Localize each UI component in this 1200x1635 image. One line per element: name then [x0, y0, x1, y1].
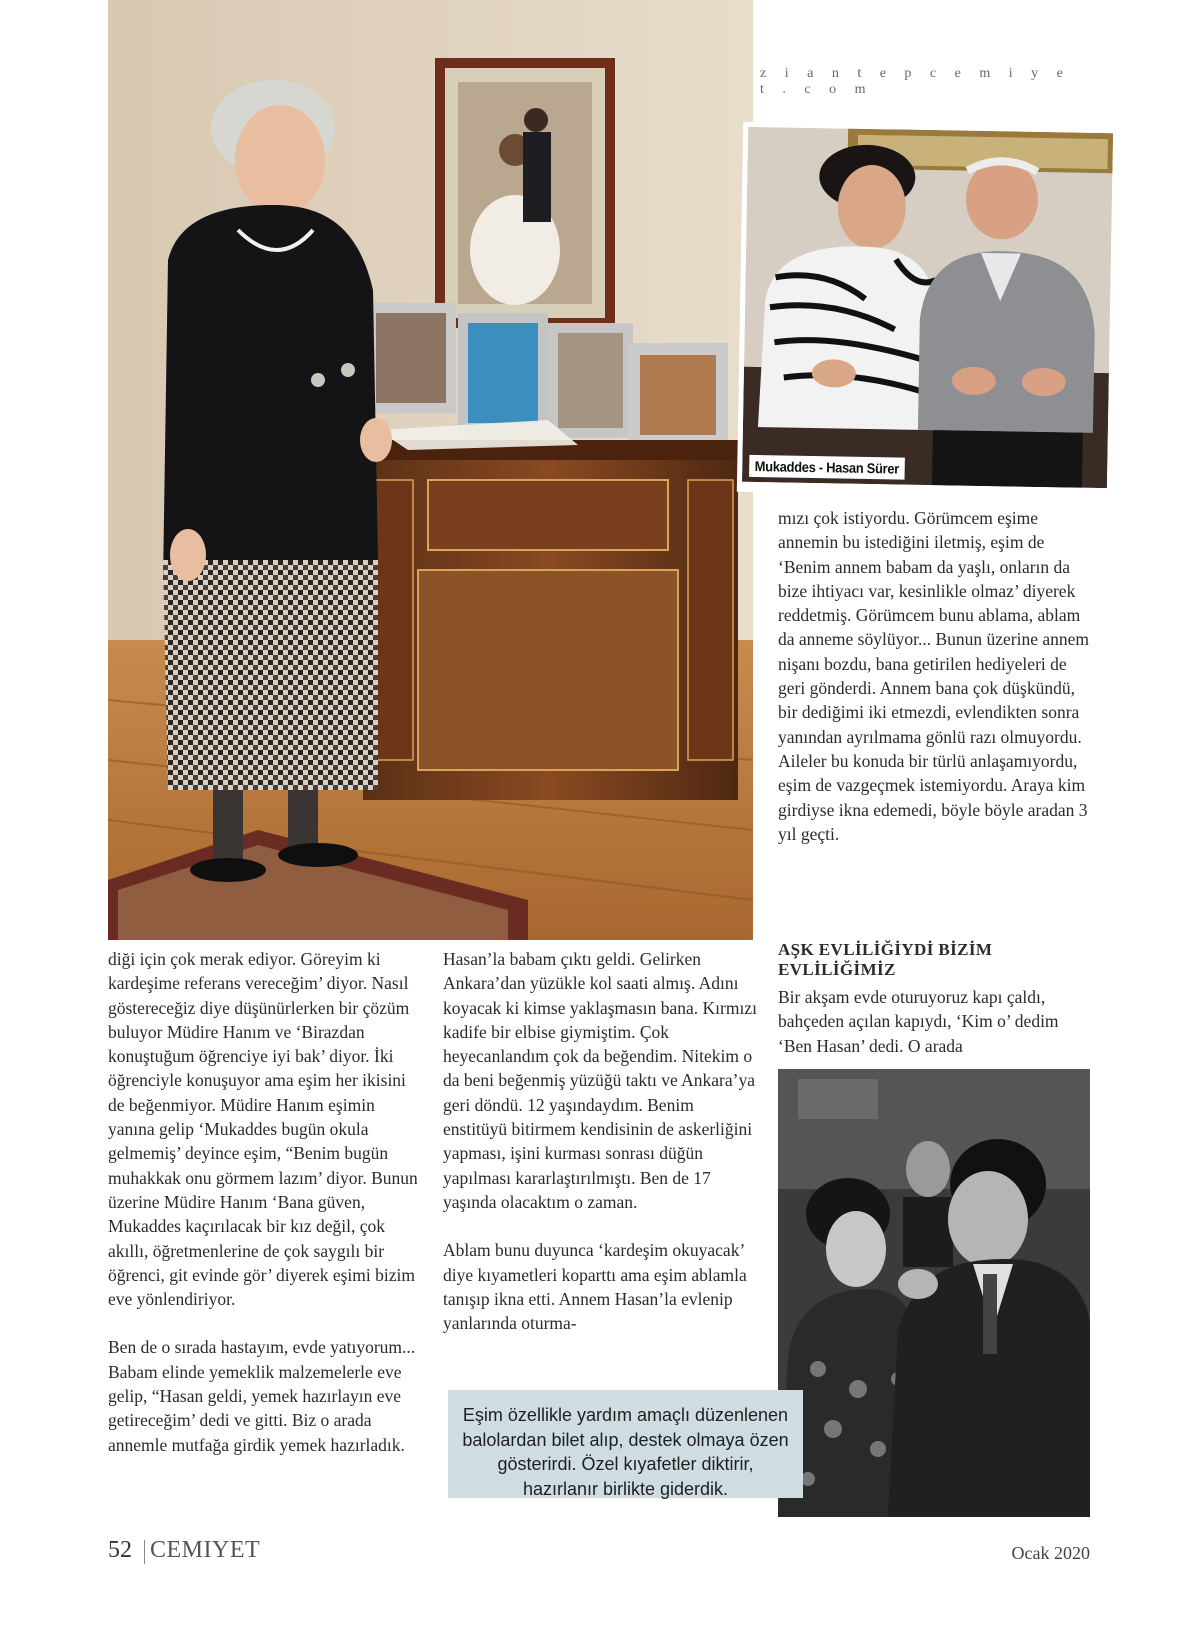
paragraph: Ben de o sırada hastayım, evde yatıyorum... Babam elinde yemeklik malzemelerle eve gelip, “Hasan geldi, yemek hazırlayın eve getireceğim’ dedi ve gitti. Biz o arada annemle mutfağa girdik yemek hazırladık. — [108, 1337, 416, 1455]
text-column-right-bottom — [778, 985, 1090, 1082]
main-photo — [108, 0, 753, 940]
main-photo-illustration — [108, 0, 753, 940]
paragraph: Ablam bunu duyunca ‘kardeşim okuyacak’ diye kıyametleri koparttı ama eşim ablamla tanışıp ikna etti. Annem Hasan’la evlenip yanlarında oturma- — [443, 1240, 747, 1334]
couple-photo-caption: Mukaddes - Hasan Sürer — [749, 455, 905, 480]
couple-photo-illustration — [742, 127, 1113, 488]
footer-divider — [144, 1540, 145, 1564]
paragraph: Hasan’la babam çıktı geldi. Gelirken Ankara’dan yüzükle kol saati almış. Adını koyacak ki kimse yaklaşmasın bana. Kırmızı kadife bir elbise giymiştim. Çok heyecanlandım çok da beğendim. Nitekim o da beni beğenmiş yüzüğü taktı ve Ankara’ya geri döndü. 12 yaşındaydım. Benim enstitüyü bitirmem kendisinin de askerliğini yapması, işini kurması sonrası düğün yapılması kararlaştırılmıştı. Ben de 17 yaşında olacaktım o zaman. — [443, 949, 757, 1212]
vintage-photo — [778, 1069, 1090, 1517]
issue-date: Ocak 2020 — [1011, 1543, 1090, 1563]
page-number: 52 — [108, 1537, 132, 1563]
paragraph: Bir akşam evde oturuyoruz kapı çaldı, bahçeden açılan kapıydı, ‘Kim o’ dedim ‘Ben Hasan’ dedi. O arada — [778, 987, 1059, 1056]
text-column-left — [108, 947, 421, 1481]
couple-photo — [737, 122, 1118, 498]
paragraph: diği için çok merak ediyor. Göreyim ki kardeşime referans vereceğim’ diyor. Nasıl göstereceğiz diye düşünürlerken bir çözüm buluyor Müdire Hanım ve ‘Birazdan konuştuğum öğrenciye iyi bak’ diyor. İki öğrenciyle konuşuyor ama eşim her ikisini de beğenmiyor. Müdire Hanım eşimin yanına gelip ‘Mukaddes bugün okula gelmemiş’ deyince eşim, “Benim bugün muhakkak onu görmem lazım’ diyor. Bunun üzerine Müdire Hanım ‘Bana güven, Mukaddes kaçırılacak bir kız değil, çok akıllı, öğretmenlerine de çok saygılı bir öğrenci, git evinde gör’ diyerek eşimi bizim eve yönlendiriyor. — [108, 949, 418, 1310]
site-url: z i a n t e p c e m i y e t . c o m — [760, 66, 1071, 97]
vintage-photo-illustration — [778, 1069, 1090, 1517]
paragraph: mızı çok istiyordu. Görümcem eşime annemin bu istediğini iletmiş, eşim de ‘Benim annem babam da yaşlı, onların da bize ihtiyacı var, kesinlikle olmaz’ diyerek reddetmiş. Görümcem bunu ablama, ablam da anneme söylüyor... Bunun üzerine annem nişanı bozdu, bana getirilen hediyeleri de geri gönderdi. Annem bana çok düşkündü, bir dediğimi iki etmezdi, evlendikten sonra yanından ayrılmama gönlü razı olmuyordu. Aileler bu konuda bir türlü anlaşamıyordu, eşim de vazgeçmek istemiyordu. Araya kim girdiyse ikna edemedi, böyle böyle aradan 3 yıl geçti. — [778, 508, 1090, 844]
magazine-brand: CEMIYET — [150, 1537, 261, 1563]
pull-quote: Eşim özellikle yardım amaçlı düzenlenen balolardan bilet alıp, destek olmaya özen gösterirdi. Özel kıyafetler diktirir, hazırlanır birlikte giderdik. — [448, 1390, 803, 1498]
section-heading: AŞK EVLİLİĞİYDİ BİZİM EVLİLİĞİMİZ — [778, 940, 993, 979]
text-column-middle — [443, 947, 758, 1359]
text-column-right-top — [778, 506, 1090, 870]
